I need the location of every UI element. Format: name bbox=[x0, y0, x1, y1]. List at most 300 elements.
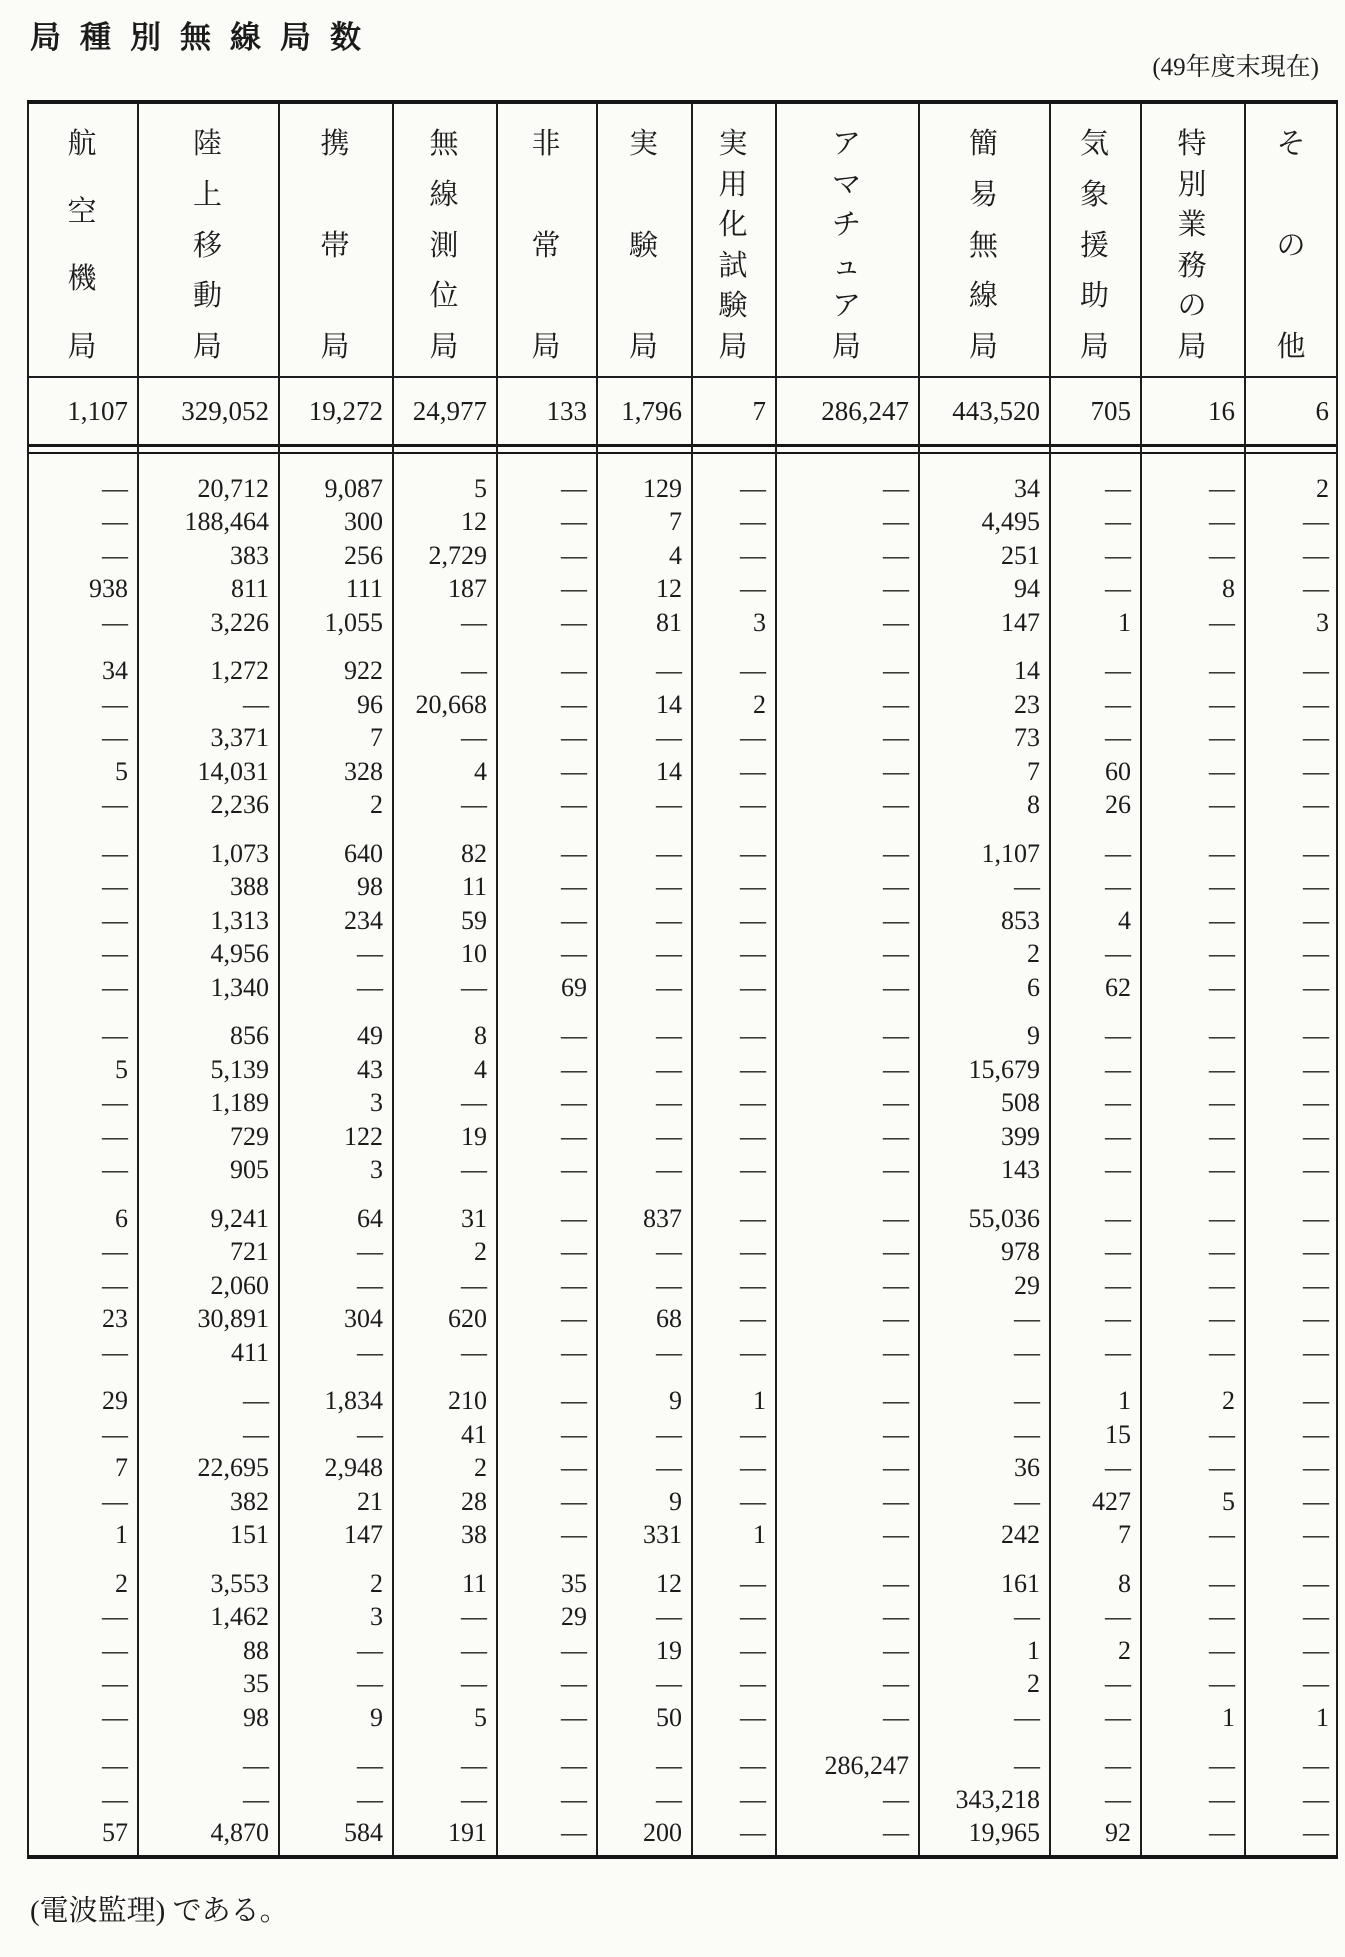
data-cell: — bbox=[1105, 1453, 1131, 1483]
data-cell: 328 bbox=[344, 756, 383, 786]
data-cell: 343,218 bbox=[955, 1784, 1040, 1814]
data-cell: 19 bbox=[656, 1635, 682, 1665]
data-cell: — bbox=[740, 1054, 766, 1084]
data-cell: — bbox=[102, 1121, 128, 1151]
data-cell: 38 bbox=[461, 1520, 487, 1550]
data-cell: — bbox=[1105, 1203, 1131, 1233]
data-cell: 5 bbox=[474, 473, 487, 503]
total-cell-5: 1,796 bbox=[621, 395, 682, 426]
data-cell: — bbox=[1105, 507, 1131, 537]
data-cell: 3 bbox=[370, 1088, 383, 1118]
data-cell: — bbox=[1105, 1237, 1131, 1267]
data-cell: — bbox=[656, 1669, 682, 1699]
header-char: 線 bbox=[429, 178, 459, 211]
data-cell: — bbox=[883, 1304, 909, 1334]
column-header-label bbox=[629, 104, 658, 376]
header-char: 他 bbox=[1276, 331, 1306, 363]
data-cell: — bbox=[883, 1203, 909, 1233]
data-cell: 35 bbox=[561, 1568, 587, 1598]
data-cell: 8 bbox=[1027, 790, 1040, 820]
data-cell: 4 bbox=[474, 756, 487, 786]
data-cell: — bbox=[461, 607, 487, 637]
data-cell: — bbox=[883, 1568, 909, 1598]
data-cell: — bbox=[740, 790, 766, 820]
data-cell: — bbox=[102, 1237, 128, 1267]
column-header-label bbox=[531, 104, 560, 376]
data-cell: — bbox=[1105, 1054, 1131, 1084]
data-cell: — bbox=[740, 972, 766, 1002]
data-cell: — bbox=[1303, 1419, 1329, 1449]
data-cell: 19,965 bbox=[968, 1818, 1040, 1848]
data-cell: 1 bbox=[1118, 607, 1131, 637]
data-cell: — bbox=[561, 1751, 587, 1781]
data-cell: — bbox=[883, 1088, 909, 1118]
column-divider bbox=[1244, 104, 1246, 1855]
data-cell: — bbox=[357, 1635, 383, 1665]
data-cell: 1,189 bbox=[210, 1088, 269, 1118]
footer-note: (電波監理) である。 bbox=[30, 1895, 289, 1927]
data-cell: — bbox=[461, 1635, 487, 1665]
data-cell: — bbox=[561, 1635, 587, 1665]
data-cell: 411 bbox=[230, 1337, 269, 1367]
data-cell: — bbox=[357, 972, 383, 1002]
header-char: 非 bbox=[531, 128, 561, 160]
data-cell: 12 bbox=[656, 574, 682, 604]
data-cell: — bbox=[656, 790, 682, 820]
header-char: 局 bbox=[968, 331, 998, 363]
data-cell: 9 bbox=[669, 1486, 682, 1516]
data-cell: — bbox=[1209, 1602, 1235, 1632]
column-header-0 bbox=[27, 104, 137, 376]
data-cell: — bbox=[102, 473, 128, 503]
data-cell: 3 bbox=[370, 1155, 383, 1185]
data-cell: — bbox=[656, 1054, 682, 1084]
data-cell: — bbox=[740, 1702, 766, 1732]
header-char: 特 bbox=[1177, 128, 1207, 160]
data-cell: — bbox=[561, 1054, 587, 1084]
data-cell: — bbox=[561, 1702, 587, 1732]
data-cell: — bbox=[1209, 1088, 1235, 1118]
data-cell: 2,948 bbox=[324, 1453, 383, 1483]
header-char: 援 bbox=[1079, 229, 1109, 262]
column-header-label bbox=[320, 104, 349, 376]
data-cell: — bbox=[561, 1669, 587, 1699]
data-cell: 8 bbox=[1222, 574, 1235, 604]
data-cell: — bbox=[243, 1386, 269, 1416]
data-cell: — bbox=[102, 689, 128, 719]
data-cell: — bbox=[561, 1337, 587, 1367]
data-cell: 73 bbox=[1014, 723, 1040, 753]
data-cell: — bbox=[1105, 939, 1131, 969]
data-cell: — bbox=[883, 905, 909, 935]
data-cell: — bbox=[1105, 689, 1131, 719]
data-cell: 1 bbox=[115, 1520, 128, 1550]
data-cell: — bbox=[656, 972, 682, 1002]
header-char: 位 bbox=[429, 280, 459, 313]
data-cell: — bbox=[1303, 1635, 1329, 1665]
data-cell: — bbox=[1209, 790, 1235, 820]
data-cell: — bbox=[102, 1669, 128, 1699]
data-cell: — bbox=[102, 790, 128, 820]
data-cell: — bbox=[561, 574, 587, 604]
data-cell: 7 bbox=[115, 1453, 128, 1483]
data-cell: — bbox=[1209, 1270, 1235, 1300]
data-cell: 10 bbox=[461, 939, 487, 969]
data-cell: — bbox=[1209, 540, 1235, 570]
data-cell: — bbox=[1105, 1088, 1131, 1118]
data-cell: — bbox=[740, 1021, 766, 1051]
data-cell: 922 bbox=[344, 656, 383, 686]
data-cell: — bbox=[656, 872, 682, 902]
column-divider bbox=[496, 104, 498, 1855]
data-cell: — bbox=[561, 905, 587, 935]
data-cell: 57 bbox=[102, 1818, 128, 1848]
data-cell: 96 bbox=[357, 689, 383, 719]
data-cell: — bbox=[1303, 1568, 1329, 1598]
data-cell: 1 bbox=[1118, 1386, 1131, 1416]
data-cell: — bbox=[740, 1237, 766, 1267]
data-cell: 68 bbox=[656, 1304, 682, 1334]
data-cell: 811 bbox=[230, 574, 269, 604]
total-cell-9: 705 bbox=[1090, 395, 1131, 426]
data-cell: 9 bbox=[370, 1702, 383, 1732]
data-cell: — bbox=[1209, 1021, 1235, 1051]
data-cell: — bbox=[1014, 1751, 1040, 1781]
total-cell-11: 6 bbox=[1315, 395, 1329, 426]
data-cell: — bbox=[883, 1818, 909, 1848]
data-cell: — bbox=[461, 790, 487, 820]
data-cell: — bbox=[740, 507, 766, 537]
data-cell: — bbox=[883, 689, 909, 719]
header-char: 陸 bbox=[192, 128, 222, 160]
data-cell: — bbox=[1303, 1602, 1329, 1632]
data-cell: 21 bbox=[357, 1486, 383, 1516]
header-char: 常 bbox=[531, 229, 561, 262]
data-cell: — bbox=[561, 689, 587, 719]
data-cell: 14,031 bbox=[197, 756, 269, 786]
data-cell: 92 bbox=[1105, 1818, 1131, 1848]
data-cell: 15 bbox=[1105, 1419, 1131, 1449]
data-cell: 242 bbox=[1001, 1520, 1040, 1550]
data-cell: — bbox=[883, 1021, 909, 1051]
header-char: 無 bbox=[429, 128, 459, 160]
data-cell: — bbox=[102, 939, 128, 969]
data-cell: — bbox=[1303, 1520, 1329, 1550]
data-cell: — bbox=[102, 607, 128, 637]
data-cell: — bbox=[1209, 1237, 1235, 1267]
data-cell: — bbox=[656, 1453, 682, 1483]
header-char: マ bbox=[831, 168, 861, 201]
data-cell: — bbox=[461, 972, 487, 1002]
data-cell: — bbox=[102, 540, 128, 570]
header-char: 機 bbox=[67, 263, 97, 296]
data-cell: 938 bbox=[89, 574, 128, 604]
data-cell: — bbox=[883, 1270, 909, 1300]
data-cell: 88 bbox=[243, 1635, 269, 1665]
total-cell-7: 286,247 bbox=[821, 395, 909, 426]
data-cell: — bbox=[1209, 972, 1235, 1002]
data-cell: — bbox=[1014, 1602, 1040, 1632]
data-cell: — bbox=[1209, 1453, 1235, 1483]
data-cell: 122 bbox=[344, 1121, 383, 1151]
data-cell: — bbox=[357, 1270, 383, 1300]
data-cell: — bbox=[357, 1751, 383, 1781]
data-cell: — bbox=[1209, 607, 1235, 637]
data-cell: — bbox=[561, 1386, 587, 1416]
data-cell: 620 bbox=[448, 1304, 487, 1334]
data-cell: — bbox=[656, 939, 682, 969]
data-cell: — bbox=[1014, 1386, 1040, 1416]
data-cell: 12 bbox=[656, 1568, 682, 1598]
data-cell: 94 bbox=[1014, 574, 1040, 604]
header-char: 航 bbox=[67, 128, 97, 160]
column-header-3 bbox=[392, 104, 496, 376]
data-cell: — bbox=[1303, 1237, 1329, 1267]
data-cell: — bbox=[1303, 1304, 1329, 1334]
data-cell: — bbox=[1209, 872, 1235, 902]
data-cell: — bbox=[656, 1155, 682, 1185]
data-cell: 331 bbox=[643, 1520, 682, 1550]
data-cell: — bbox=[461, 656, 487, 686]
data-cell: — bbox=[102, 1635, 128, 1665]
data-cell: 5 bbox=[115, 1054, 128, 1084]
column-divider bbox=[691, 104, 693, 1855]
column-header-1 bbox=[137, 104, 278, 376]
data-cell: — bbox=[740, 574, 766, 604]
data-cell: — bbox=[1105, 1337, 1131, 1367]
data-cell: — bbox=[561, 1304, 587, 1334]
data-cell: 4 bbox=[669, 540, 682, 570]
header-char: 局 bbox=[429, 331, 459, 363]
column-header-6 bbox=[691, 104, 775, 376]
data-cell: 1,073 bbox=[210, 838, 269, 868]
data-cell: — bbox=[561, 1520, 587, 1550]
data-cell: 191 bbox=[448, 1818, 487, 1848]
data-cell: 5 bbox=[474, 1702, 487, 1732]
column-header-4 bbox=[496, 104, 596, 376]
data-cell: — bbox=[656, 1751, 682, 1781]
data-cell: — bbox=[1209, 1784, 1235, 1814]
data-cell: — bbox=[740, 1751, 766, 1781]
data-cell: — bbox=[1014, 872, 1040, 902]
data-cell: 3,371 bbox=[210, 723, 269, 753]
header-char: ア bbox=[831, 290, 861, 323]
data-cell: 1,272 bbox=[210, 656, 269, 686]
header-char: 空 bbox=[67, 195, 97, 228]
data-cell: — bbox=[1303, 1337, 1329, 1367]
data-cell: — bbox=[561, 1155, 587, 1185]
data-cell: — bbox=[561, 872, 587, 902]
radio-stations-table bbox=[27, 100, 1338, 1859]
data-cell: — bbox=[1303, 756, 1329, 786]
data-cell: 1,107 bbox=[981, 838, 1040, 868]
column-header-10 bbox=[1140, 104, 1244, 376]
data-cell: 905 bbox=[230, 1155, 269, 1185]
header-char: ュ bbox=[831, 249, 861, 282]
total-cell-3: 24,977 bbox=[412, 395, 487, 426]
data-cell: — bbox=[656, 1602, 682, 1632]
data-cell: — bbox=[1209, 1419, 1235, 1449]
data-cell: — bbox=[883, 939, 909, 969]
data-cell: — bbox=[102, 1784, 128, 1814]
data-cell: — bbox=[1014, 1702, 1040, 1732]
data-cell: — bbox=[1303, 540, 1329, 570]
data-cell: — bbox=[461, 1602, 487, 1632]
data-cell: 1 bbox=[753, 1386, 766, 1416]
data-cell: — bbox=[1303, 838, 1329, 868]
data-cell: — bbox=[1105, 1702, 1131, 1732]
data-cell: 721 bbox=[230, 1237, 269, 1267]
data-cell: 111 bbox=[345, 574, 383, 604]
data-cell: 5 bbox=[115, 756, 128, 786]
data-cell: 251 bbox=[1001, 540, 1040, 570]
data-cell: 41 bbox=[461, 1419, 487, 1449]
data-cell: — bbox=[561, 756, 587, 786]
data-cell: 69 bbox=[561, 972, 587, 1002]
header-char: 用 bbox=[718, 168, 748, 201]
data-cell: — bbox=[561, 656, 587, 686]
data-cell: 34 bbox=[1014, 473, 1040, 503]
data-cell: 29 bbox=[1014, 1270, 1040, 1300]
data-cell: 30,891 bbox=[197, 1304, 269, 1334]
data-cell: — bbox=[1303, 1270, 1329, 1300]
data-cell: 60 bbox=[1105, 756, 1131, 786]
data-cell: 59 bbox=[461, 905, 487, 935]
data-cell: 853 bbox=[1001, 905, 1040, 935]
data-cell: — bbox=[740, 1419, 766, 1449]
data-cell: 584 bbox=[344, 1818, 383, 1848]
data-cell: — bbox=[1303, 1203, 1329, 1233]
header-char: 験 bbox=[718, 290, 748, 323]
data-cell: 286,247 bbox=[824, 1751, 909, 1781]
data-cell: — bbox=[740, 1784, 766, 1814]
data-cell: — bbox=[740, 1203, 766, 1233]
data-cell: — bbox=[461, 1337, 487, 1367]
data-cell: — bbox=[1303, 1751, 1329, 1781]
data-cell: — bbox=[883, 1702, 909, 1732]
data-cell: — bbox=[1105, 1751, 1131, 1781]
column-divider bbox=[918, 104, 920, 1855]
data-cell: 256 bbox=[344, 540, 383, 570]
data-cell: 3 bbox=[1316, 607, 1329, 637]
column-header-label bbox=[718, 104, 747, 376]
data-cell: — bbox=[740, 473, 766, 503]
column-header-11 bbox=[1244, 104, 1338, 376]
header-char: 上 bbox=[192, 178, 222, 211]
data-cell: 978 bbox=[1001, 1237, 1040, 1267]
data-cell: 188,464 bbox=[184, 507, 269, 537]
data-cell: — bbox=[561, 607, 587, 637]
header-char: チ bbox=[831, 209, 861, 242]
column-header-9 bbox=[1049, 104, 1140, 376]
data-cell: — bbox=[461, 1669, 487, 1699]
data-cell: 210 bbox=[448, 1386, 487, 1416]
data-cell: 3,226 bbox=[210, 607, 269, 637]
data-cell: — bbox=[740, 1304, 766, 1334]
column-divider bbox=[1140, 104, 1142, 1855]
data-cell: — bbox=[102, 872, 128, 902]
header-char: 無 bbox=[968, 229, 998, 262]
data-cell: — bbox=[1209, 1669, 1235, 1699]
data-cell: 20,668 bbox=[415, 689, 487, 719]
header-char: 携 bbox=[320, 128, 350, 160]
data-cell: — bbox=[740, 1121, 766, 1151]
data-cell: — bbox=[1209, 939, 1235, 969]
data-cell: — bbox=[1105, 473, 1131, 503]
data-cell: 1,834 bbox=[324, 1386, 383, 1416]
data-cell: 14 bbox=[656, 756, 682, 786]
data-cell: — bbox=[102, 1751, 128, 1781]
data-cell: — bbox=[1303, 574, 1329, 604]
data-cell: 2 bbox=[474, 1453, 487, 1483]
data-cell: — bbox=[243, 1751, 269, 1781]
data-cell: 1,313 bbox=[210, 905, 269, 935]
data-cell: — bbox=[740, 540, 766, 570]
header-char: 動 bbox=[192, 280, 222, 313]
data-cell: — bbox=[656, 838, 682, 868]
data-cell: — bbox=[740, 838, 766, 868]
data-cell: 4 bbox=[1118, 905, 1131, 935]
data-cell: — bbox=[1105, 540, 1131, 570]
data-cell: — bbox=[1209, 1203, 1235, 1233]
data-cell: — bbox=[883, 1121, 909, 1151]
header-char: 局 bbox=[1177, 330, 1207, 363]
data-cell: 35 bbox=[243, 1669, 269, 1699]
header-char: 気 bbox=[1079, 128, 1109, 160]
data-cell: — bbox=[740, 905, 766, 935]
data-cell: — bbox=[1105, 872, 1131, 902]
data-cell: — bbox=[102, 1155, 128, 1185]
data-cell: — bbox=[1209, 689, 1235, 719]
data-cell: 147 bbox=[1001, 607, 1040, 637]
data-cell: — bbox=[740, 1818, 766, 1848]
data-cell: — bbox=[1105, 574, 1131, 604]
header-char: 局 bbox=[831, 330, 861, 363]
data-cell: — bbox=[461, 1784, 487, 1814]
data-cell: 2,060 bbox=[210, 1270, 269, 1300]
data-cell: 64 bbox=[357, 1203, 383, 1233]
data-cell: 388 bbox=[230, 872, 269, 902]
data-cell: — bbox=[883, 507, 909, 537]
data-cell: — bbox=[357, 1419, 383, 1449]
data-cell: — bbox=[1303, 1386, 1329, 1416]
data-cell: 399 bbox=[1001, 1121, 1040, 1151]
column-divider bbox=[278, 104, 280, 1855]
data-cell: — bbox=[740, 1635, 766, 1665]
data-cell: — bbox=[561, 1088, 587, 1118]
data-cell: 1 bbox=[1316, 1702, 1329, 1732]
data-cell: — bbox=[883, 1520, 909, 1550]
data-cell: — bbox=[561, 1237, 587, 1267]
data-cell: 837 bbox=[643, 1203, 682, 1233]
data-cell: — bbox=[561, 540, 587, 570]
data-cell: — bbox=[357, 939, 383, 969]
data-cell: — bbox=[656, 1121, 682, 1151]
data-cell: — bbox=[883, 972, 909, 1002]
data-cell: — bbox=[561, 1818, 587, 1848]
data-cell: — bbox=[883, 872, 909, 902]
data-cell: — bbox=[1303, 1155, 1329, 1185]
data-cell: — bbox=[561, 838, 587, 868]
data-cell: — bbox=[102, 723, 128, 753]
data-cell: — bbox=[883, 1784, 909, 1814]
column-header-label bbox=[429, 104, 458, 376]
header-char: 局 bbox=[192, 331, 222, 363]
data-cell: — bbox=[1209, 1635, 1235, 1665]
column-header-2 bbox=[278, 104, 392, 376]
data-cell: — bbox=[561, 1021, 587, 1051]
data-cell: 9 bbox=[1027, 1021, 1040, 1051]
